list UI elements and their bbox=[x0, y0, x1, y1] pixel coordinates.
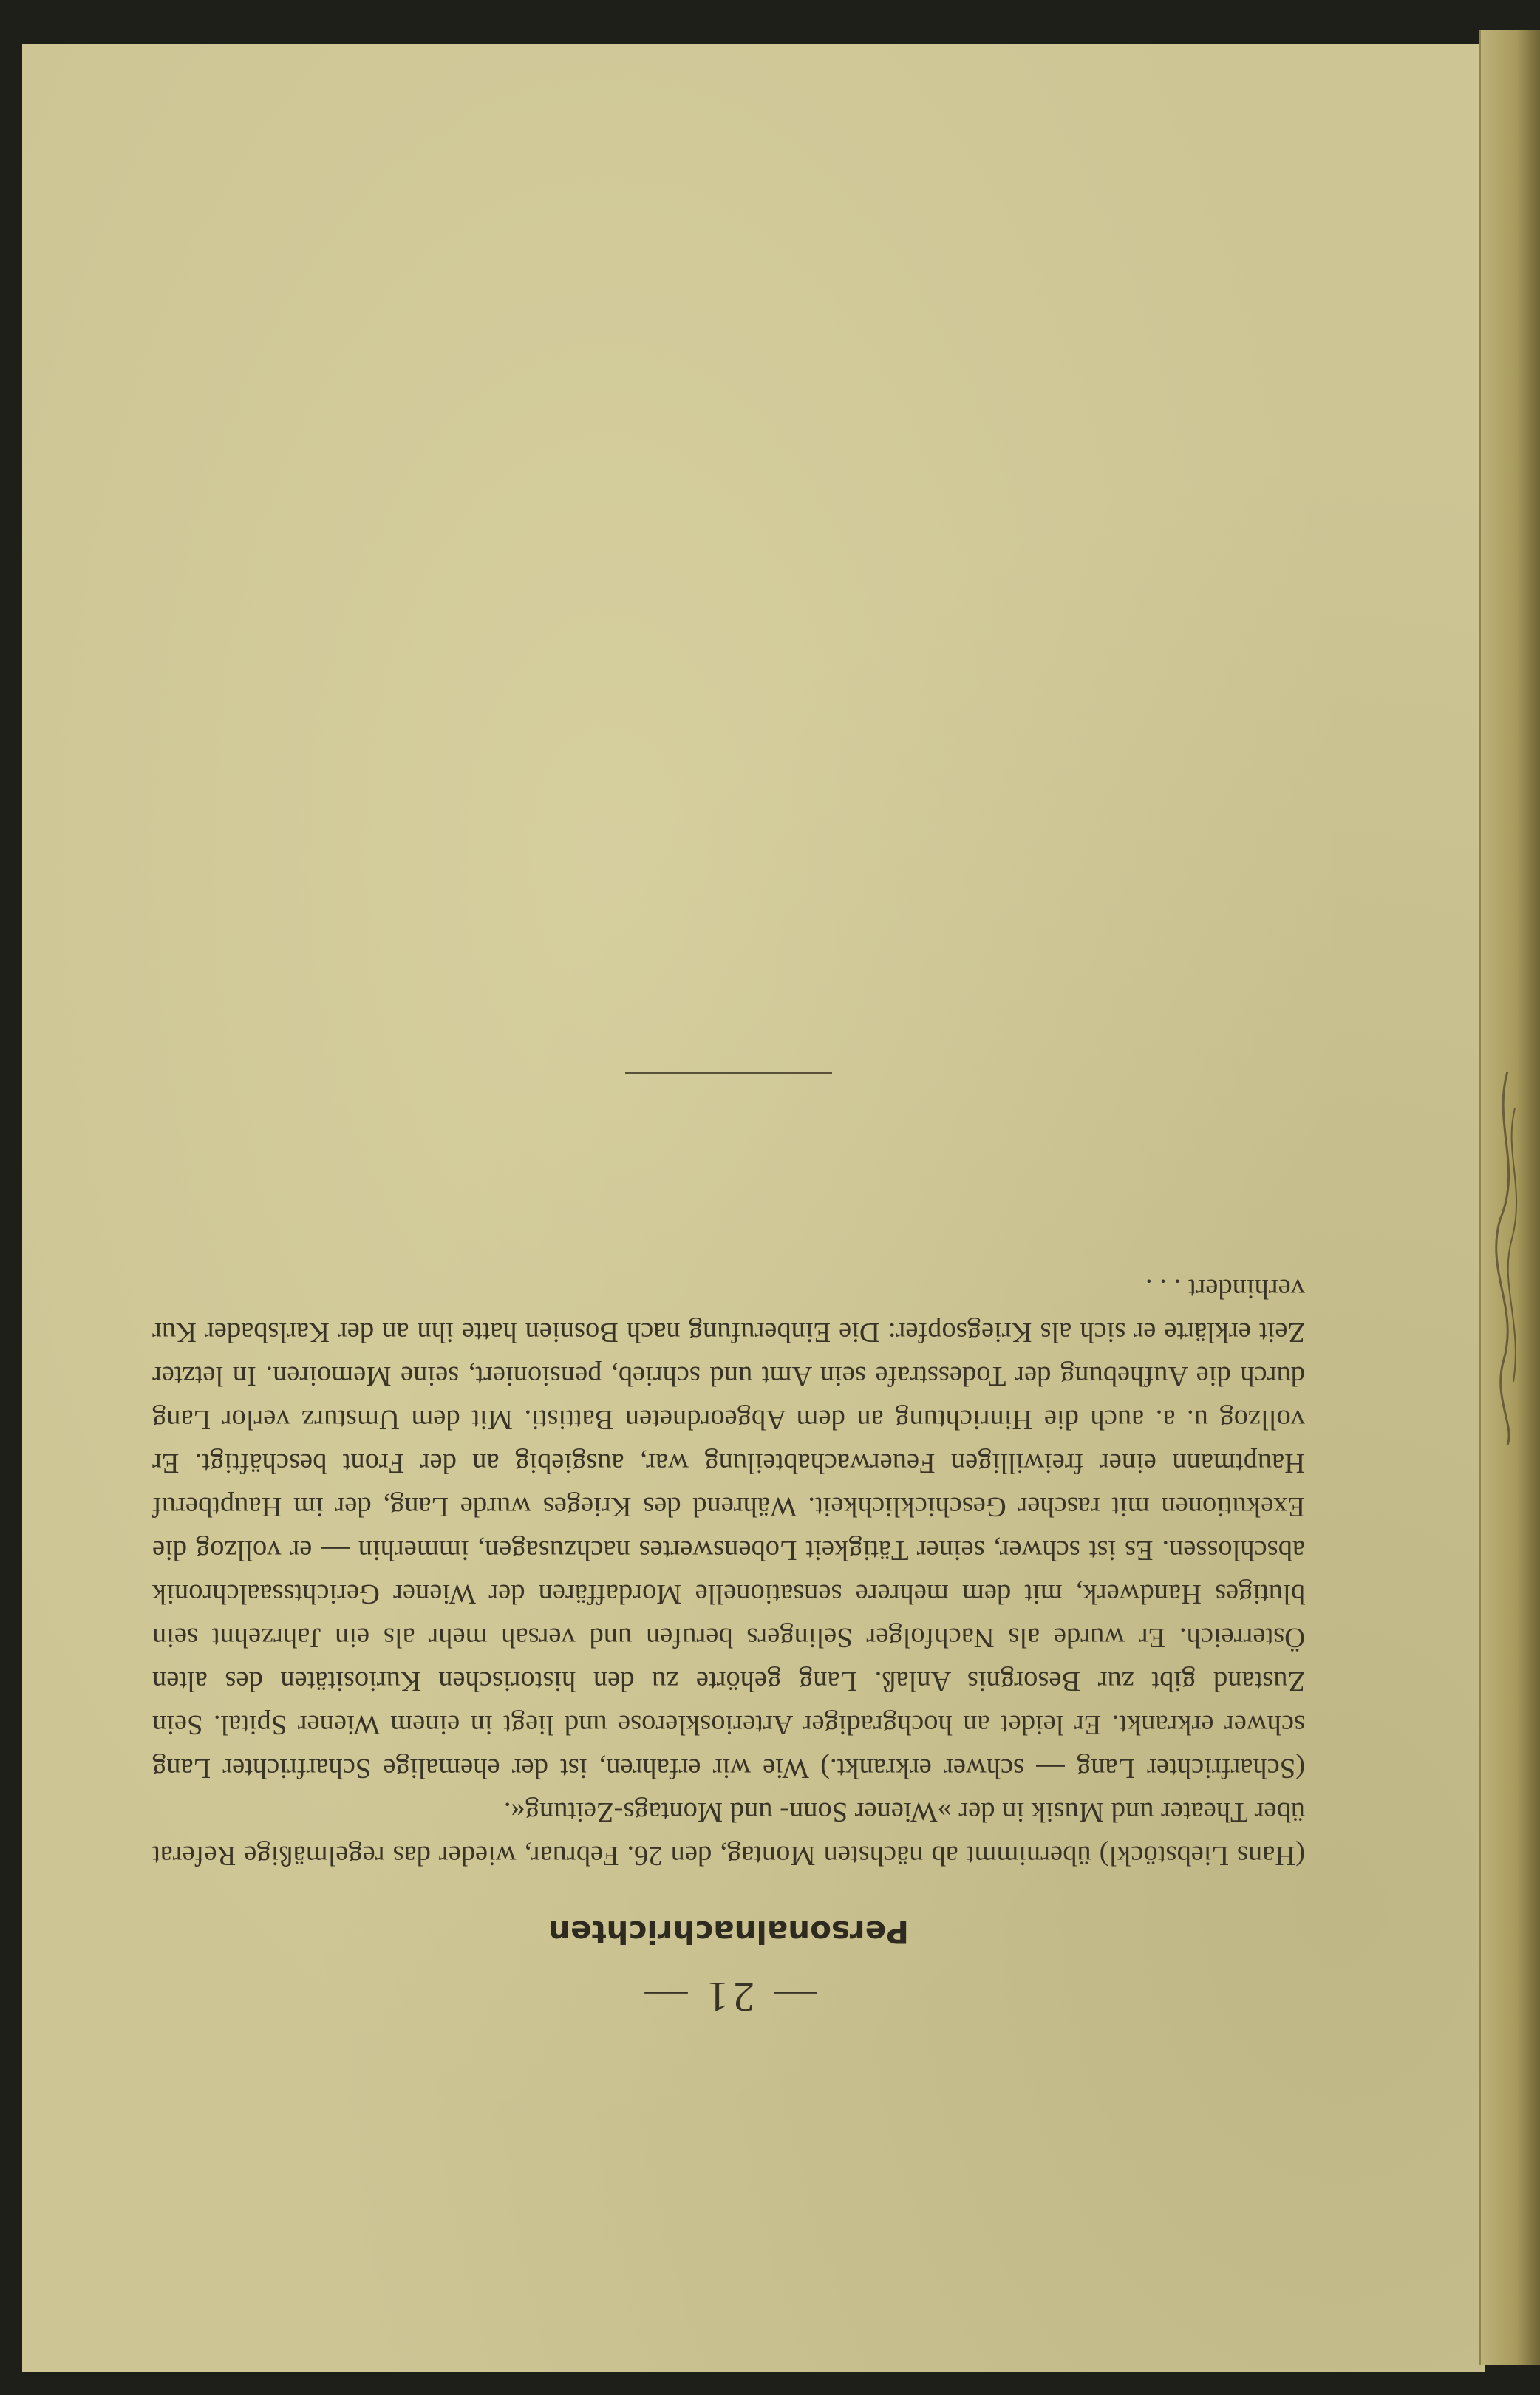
paragraph-liebstoeckl: (Hans Liebstöckl) übernimmt ab nächsten Montag, den 26. Februar, wieder das regelmäßige Referat über Theater und Musik in der »Wiener Sonn- und Montags-Zeitung«. bbox=[152, 1796, 1305, 1871]
margin-smudge bbox=[1485, 1064, 1530, 1448]
page-number: — 21 — bbox=[640, 1973, 817, 2021]
article-body bbox=[152, 1267, 1305, 1877]
section-divider bbox=[625, 1072, 832, 1074]
text-block bbox=[152, 1072, 1305, 2022]
section-heading: Personalnachrichten bbox=[548, 1914, 909, 1950]
paragraph-scharfrichter-lang: (Scharfrichter Lang — schwer erkrankt.) Wie wir erfahren, ist der ehemalige Scharfrichter Lang schwer erkrankt. Er leidet an hochgradiger Arteriosklerose und liegt in einem Wiener Spital. Sein Zustand gibt zur Besorgnis Anlaß. Lang gehörte zu den historischen Kuriositäten des alten Österreich. Er wurde als Nachfolger Selingers berufen und versah mehr als ein Jahrzehnt sein blutiges Handwerk, mit dem mehrere sensationelle Mordaffären der Wiener Gerichtssaalchronik abschlossen. Es ist schwer, seiner Tätigkeit Lobenswertes nachzusagen, immerhin — er vollzog die Exekutionen mit rascher Geschicklichkeit. Während des Krieges wurde Lang, der im Hauptberuf Hauptmann einer freiwilligen Feuerwachabteilung war, ausgiebig an der Front beschäftigt. Er vollzog u. a. auch die Hinrichtung an dem Abgeordneten Battisti. Mit dem Umsturz verlor Lang durch die Aufhebung der Todesstrafe sein Amt und schrieb, pensioniert, seine Memoiren. In letzter Zeit erklärte er sich als Kriegsopfer: Die Einberufung nach Bosnien hatte ihn an der Karlsbader Kur verhindert . . . bbox=[152, 1273, 1305, 1784]
